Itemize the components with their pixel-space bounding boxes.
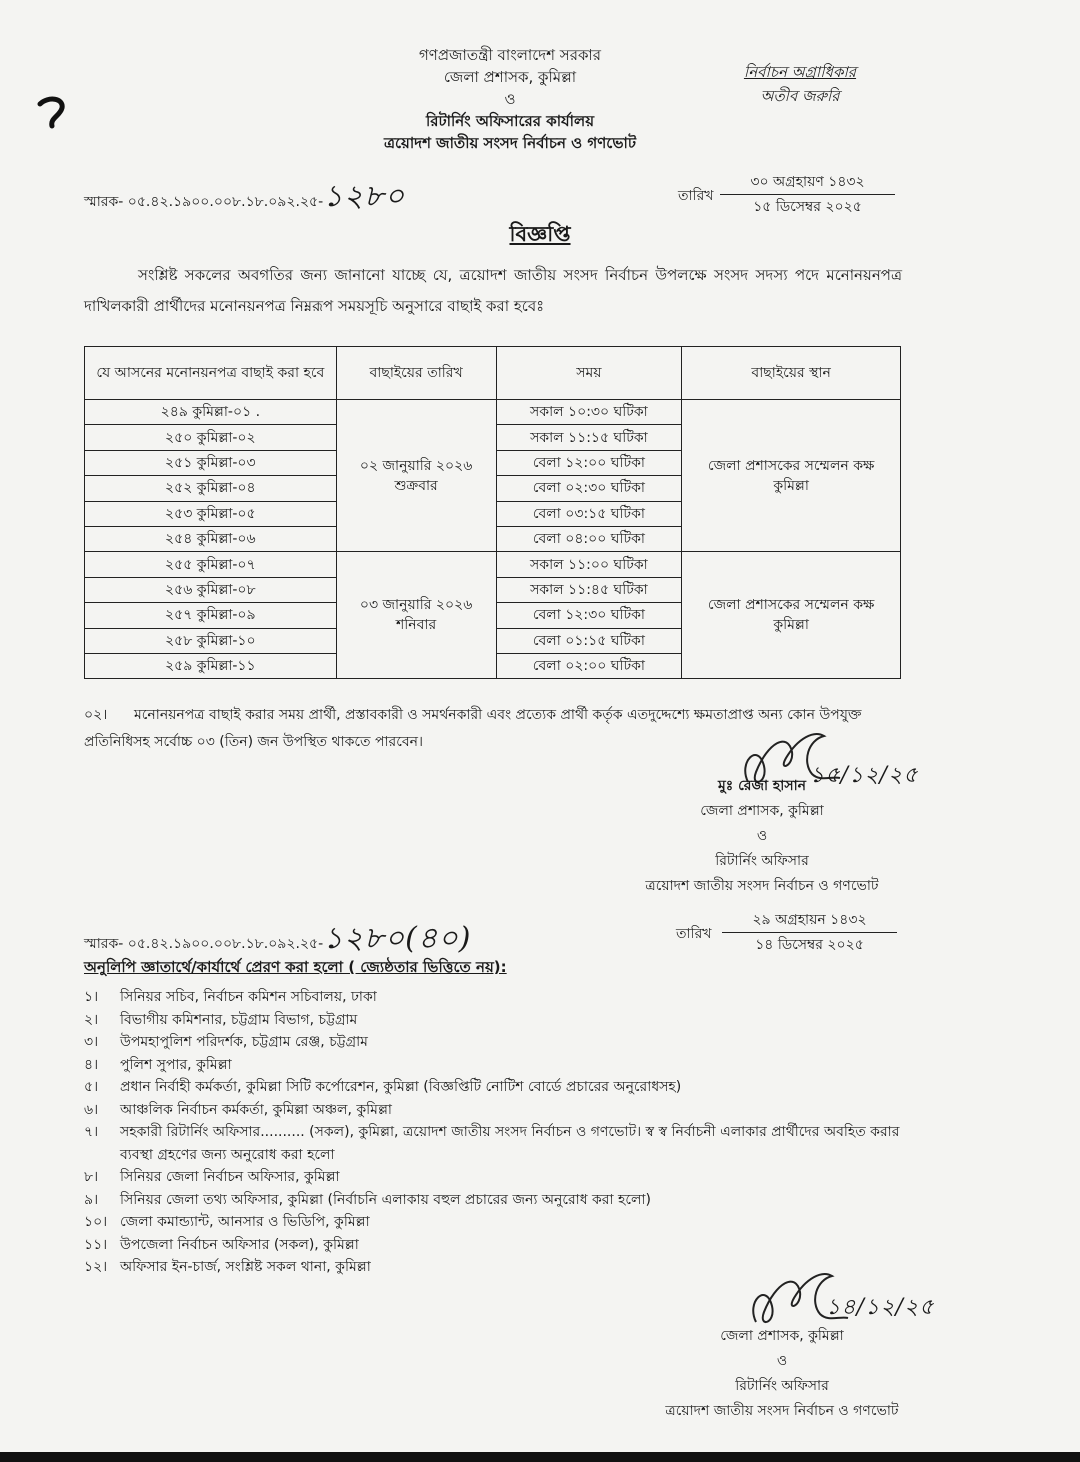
seat-cell: ২৫৩ কুমিল্লা-০৫ xyxy=(85,501,337,526)
seat-cell: ২৫৮ কুমিল্লা-১০ xyxy=(85,628,337,653)
venue-cell: জেলা প্রশাসকের সম্মেলন কক্ষ কুমিল্লা xyxy=(682,552,901,679)
signatory-role: রিটার্নিং অফিসার xyxy=(715,853,809,869)
memo-date-bangla: ৩০ অগ্রহায়ণ ১৪৩২ xyxy=(750,174,865,190)
memo-prefix: স্মারক- ০৫.৪২.১৯০০.০০৮.১৮.০৯২.২৫- xyxy=(84,936,324,952)
list-item: ৩। উপমহাপুলিশ পরিদর্শক, চট্টগ্রাম রেঞ্জ, চট্টগ্রাম xyxy=(84,1034,368,1050)
memo-prefix: স্মারক- ০৫.৪২.১৯০০.০০৮.১৮.০৯২.২৫- xyxy=(84,194,324,210)
memo-date-bangla: ২৯ অগ্রহায়ন ১৪৩২ xyxy=(752,912,867,928)
urgent-label: অতীব জরুরি xyxy=(760,87,840,105)
table-header-row xyxy=(85,347,901,400)
time-cell: সকাল ১১:৪৫ ঘটিকা xyxy=(496,577,682,602)
time-cell: বেলা ০২:০০ ঘটিকা xyxy=(496,653,682,678)
list-item: ১০। জেলা কমান্ড্যান্ট, আনসার ও ভিডিপি, কুমিল্লা xyxy=(84,1214,370,1230)
memo-handwritten-number: ১২৮০(৪০) xyxy=(323,921,472,956)
time-cell: বেলা ০৩:১৫ ঘটিকা xyxy=(496,501,682,526)
header-election: ত্রয়োদশ জাতীয় সংসদ নির্বাচন ও গণভোট xyxy=(383,134,637,152)
seat-cell: ২৫৫ কুমিল্লা-০৭ xyxy=(85,552,337,577)
time-cell: বেলা ০৪:০০ ঘটিকা xyxy=(496,526,682,551)
memo-handwritten-number: ১২৮০ xyxy=(323,179,406,214)
list-item: ১। সিনিয়র সচিব, নির্বাচন কমিশন সচিবালয়, ঢাকা xyxy=(84,989,377,1005)
memo-date-label: তারিখ xyxy=(676,926,712,942)
time-cell: বেলা ১২:৩০ ঘটিকা xyxy=(496,603,682,628)
list-item: ৯। সিনিয়র জেলা তথ্য অফিসার, কুমিল্লা (নির্বাচনি এলাকায় বহুল প্রচারের জন্য অনুরোধ করা হলো) xyxy=(84,1191,651,1208)
seat-cell: ২৫৯ কুমিল্লা-১১ xyxy=(85,653,337,678)
list-item: ৪। পুলিশ সুপার, কুমিল্লা xyxy=(84,1056,232,1073)
notice-title: বিজ্ঞপ্তি xyxy=(509,222,571,246)
signatory-and: ও xyxy=(756,828,768,844)
time-cell: বেলা ০২:৩০ ঘটিকা xyxy=(496,476,682,501)
time-cell: বেলা ১২:০০ ঘটিকা xyxy=(496,450,682,475)
punch-mark-icon xyxy=(34,92,74,132)
seat-cell: ২৫৭ কুমিল্লা-০৯ xyxy=(85,603,337,628)
memo-number xyxy=(84,172,405,223)
time-cell: সকাল ১১:০০ ঘটিকা xyxy=(496,552,682,577)
para-text: মনোনয়নপত্র বাছাই করার সময় প্রার্থী, প্রস্তাবকারী ও সমর্থনকারী এবং প্রত্যেক প্রার্থী কর্তৃক এতদুদ্দেশ্যে ক্ষমতাপ্রাপ্ত অন্য কোন উপযুক্ত প্রতিনিধিসহ সর্বোচ্চ ০৩ (তিন) জন উপস্থিত থাকতে পারবেন। xyxy=(84,707,862,750)
seat-cell: ২৫৪ কুমিল্লা-০৬ xyxy=(85,526,337,551)
list-item: ৫। প্রধান নির্বাহী কর্মকর্তা, কুমিল্লা সিটি কর্পোরেশন, কুমিল্লা (বিজ্ঞপ্তিটি নোটিশ বোর্ডে প্রচারের অনুরোধসহ) xyxy=(84,1079,682,1095)
date-cell: ০২ জানুয়ারি ২০২৬ শুক্রবার xyxy=(336,400,496,552)
col-header-time: সময় xyxy=(496,347,682,400)
list-item: ৮। সিনিয়র জেলা নির্বাচন অফিসার, কুমিল্লা xyxy=(84,1169,340,1185)
seat-cell: ২৫০ কুমিল্লা-০২ xyxy=(85,425,337,450)
seat-cell: ২৫৬ কুমিল্লা-০৮ xyxy=(85,577,337,602)
signatory-and: ও xyxy=(776,1353,788,1369)
scan-edge xyxy=(0,1452,1080,1462)
list-item: ৬। আঞ্চলিক নির্বাচন কর্মকর্তা, কুমিল্লা অঞ্চল, কুমিল্লা xyxy=(84,1101,392,1118)
seat-cell: ২৫২ কুমিল্লা-০৪ xyxy=(85,476,337,501)
office-header xyxy=(330,44,690,154)
signature-date-handwritten: ১৫/১২/২৫ xyxy=(810,763,919,788)
date-cell: ০৩ জানুয়ারি ২০২৬ শনিবার xyxy=(336,552,496,679)
priority-label: নির্বাচন অগ্রাধিকার xyxy=(743,63,857,81)
signature-block xyxy=(612,774,912,899)
header-govt: গণপ্রজাতন্ত্রী বাংলাদেশ সরকার xyxy=(418,46,602,64)
copy-to-heading: অনুলিপি জ্ঞাতার্থে/কার্যার্থে প্রেরণ করা হলো ( জ্যেষ্ঠতার ভিত্তিতে নয়): xyxy=(84,958,507,976)
col-header-seat: যে আসনের মনোনয়নপত্র বাছাই করা হবে xyxy=(85,347,337,400)
signatory-election: ত্রয়োদশ জাতীয় সংসদ নির্বাচন ও গণভোট xyxy=(645,878,879,894)
signatory-title: জেলা প্রশাসক, কুমিল্লা xyxy=(700,803,824,819)
list-item: ১১। উপজেলা নির্বাচন অফিসার (সকল), কুমিল্লা xyxy=(84,1236,359,1253)
seat-cell: ২৪৯ কুমিল্লা-০১ . xyxy=(85,400,337,425)
para-number: ০২। xyxy=(84,707,108,723)
memo-date-english: ১৫ ডিসেম্বর ২০২৫ xyxy=(753,199,862,215)
memo-date-english: ১৪ ডিসেম্বর ২০২৫ xyxy=(755,937,864,953)
col-header-date: বাছাইয়ের তারিখ xyxy=(336,347,496,400)
table-row xyxy=(85,552,901,577)
memo-date xyxy=(720,172,895,217)
venue-cell: জেলা প্রশাসকের সম্মেলন কক্ষ কুমিল্লা xyxy=(682,400,901,552)
col-header-venue: বাছাইয়ের স্থান xyxy=(682,347,901,400)
signatory-election: ত্রয়োদশ জাতীয় সংসদ নির্বাচন ও গণভোট xyxy=(665,1403,899,1419)
signature-date-handwritten: ১৪/১২/২৫ xyxy=(826,1295,935,1320)
header-and: ও xyxy=(504,90,516,108)
copy-to-list xyxy=(84,986,924,1279)
header-district: জেলা প্রশাসক, কুমিল্লা xyxy=(443,68,577,86)
list-item: ১২। অফিসার ইন-চার্জ, সংশ্লিষ্ট সকল থানা, কুমিল্লা xyxy=(84,1259,371,1275)
time-cell: সকাল ১০:৩০ ঘটিকা xyxy=(496,400,682,425)
signatory-name: মুঃ রেজা হাসান xyxy=(717,778,807,794)
table-row xyxy=(85,400,901,425)
scrutiny-schedule-table xyxy=(84,346,901,679)
intro-paragraph: সংশ্লিষ্ট সকলের অবগতির জন্য জানানো যাচ্ছে যে, ত্রয়োদশ জাতীয় সংসদ নির্বাচন উপলক্ষে সংসদ সদস্য পদে মনোনয়নপত্র দাখিলকারী প্রার্থীদের মনোনয়নপত্র নিম্নরূপ সময়সূচি অনুসারে বাছাই করা হবেঃ xyxy=(84,266,902,315)
signatory-role: রিটার্নিং অফিসার xyxy=(735,1378,829,1394)
memo-date-copy xyxy=(722,910,897,955)
list-item: ২। বিভাগীয় কমিশনার, চট্টগ্রাম বিভাগ, চট্টগ্রাম xyxy=(84,1011,358,1028)
seat-cell: ২৫১ কুমিল্লা-০৩ xyxy=(85,450,337,475)
list-item: ৭। সহকারী রিটার্নিং অফিসার.......... (সকল), কুমিল্লা, ত্রয়োদশ জাতীয় সংসদ নির্বাচন ও গণভোট। স্ব স্ব নির্বাচনী এলাকার প্রার্থীদের অবহিত করার ব্যবস্থা গ্রহণের জন্য অনুরোধ করা হলো xyxy=(84,1124,900,1163)
time-cell: বেলা ০১:১৫ ঘটিকা xyxy=(496,628,682,653)
header-office: রিটার্নিং অফিসারের কার্যালয় xyxy=(425,112,595,130)
memo-date-label: তারিখ xyxy=(678,188,714,204)
signature-block-copy xyxy=(632,1324,932,1424)
priority-note xyxy=(730,60,870,108)
time-cell: সকাল ১১:১৫ ঘটিকা xyxy=(496,425,682,450)
signatory-title: জেলা প্রশাসক, কুমিল্লা xyxy=(720,1328,844,1344)
